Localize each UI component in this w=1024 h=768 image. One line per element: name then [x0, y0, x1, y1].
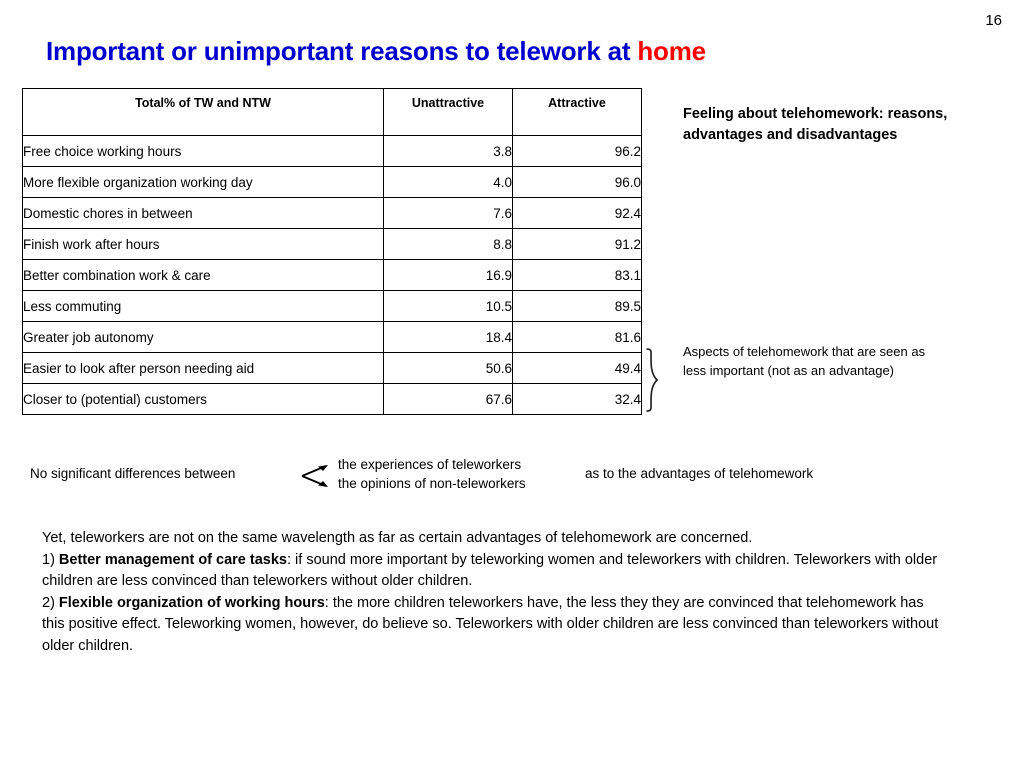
- row-label: Free choice working hours: [23, 136, 384, 167]
- row-unattractive-value: 10.5: [384, 291, 513, 322]
- body-item-1-bold: Better management of care tasks: [58, 551, 287, 568]
- body-item-2-bold: Flexible organization of working hours: [58, 594, 325, 611]
- table-row: [23, 229, 642, 260]
- table-header-row: [23, 89, 642, 136]
- table-row: [23, 384, 642, 415]
- row-unattractive-value: 16.9: [384, 260, 513, 291]
- column-header-label: Total% of TW and NTW: [23, 89, 384, 136]
- row-label: Less commuting: [23, 291, 384, 322]
- mid-right-text: as to the advantages of telehomework: [585, 466, 814, 481]
- page-title-main: Important or unimportant reasons to telework at: [46, 36, 638, 66]
- body-item-1-number: 1): [42, 551, 59, 568]
- note-feeling-about-telehomework: Feeling about telehomework: reasons, advantages and disadvantages: [683, 106, 948, 143]
- body-item-2: [42, 593, 942, 658]
- row-label: Domestic chores in between: [23, 198, 384, 229]
- table-row: [23, 136, 642, 167]
- fork-arrow-icon: [300, 462, 336, 490]
- row-label: Closer to (potential) customers: [23, 384, 384, 415]
- row-label: Better combination work & care: [23, 260, 384, 291]
- row-attractive-value: 83.1: [513, 260, 642, 291]
- table-row: [23, 260, 642, 291]
- table-row: [23, 291, 642, 322]
- table-row: [23, 167, 642, 198]
- row-unattractive-value: 7.6: [384, 198, 513, 229]
- row-unattractive-value: 67.6: [384, 384, 513, 415]
- table-row: [23, 353, 642, 384]
- row-attractive-value: 92.4: [513, 198, 642, 229]
- row-unattractive-value: 18.4: [384, 322, 513, 353]
- table-header: [23, 89, 642, 136]
- row-attractive-value: 32.4: [513, 384, 642, 415]
- column-header-attractive: Attractive: [513, 89, 642, 136]
- row-label: Greater job autonomy: [23, 322, 384, 353]
- row-unattractive-value: 8.8: [384, 229, 513, 260]
- body-item-2-number: 2): [42, 594, 59, 611]
- row-attractive-value: 89.5: [513, 291, 642, 322]
- body-item-1-rest: : if sound more important by teleworking women and teleworkers with children. Teleworkers with older children are less convinced than teleworkers without older children.: [42, 551, 938, 589]
- row-unattractive-value: 4.0: [384, 167, 513, 198]
- row-attractive-value: 96.2: [513, 136, 642, 167]
- row-attractive-value: 91.2: [513, 229, 642, 260]
- row-unattractive-value: 50.6: [384, 353, 513, 384]
- page-title: [46, 36, 976, 67]
- note-less-important-aspects: Aspects of telehomework that are seen as less important (not as an advantage): [683, 344, 926, 378]
- column-header-unattractive: Unattractive: [384, 89, 513, 136]
- row-label: Easier to look after person needing aid: [23, 353, 384, 384]
- table-body: [23, 136, 642, 415]
- mid-branch-top: the experiences of teleworkers: [338, 457, 522, 472]
- row-attractive-value: 81.6: [513, 322, 642, 353]
- row-label: More flexible organization working day: [23, 167, 384, 198]
- curly-brace-icon: [645, 348, 663, 412]
- body-item-1: [42, 550, 942, 593]
- reasons-table: [22, 88, 642, 415]
- row-attractive-value: 96.0: [513, 167, 642, 198]
- mid-branch-texts: [338, 455, 526, 493]
- page-number: 16: [985, 12, 1002, 29]
- mid-left-text: No significant differences between: [30, 466, 236, 481]
- table-row: [23, 198, 642, 229]
- page-title-accent: home: [637, 36, 706, 66]
- body-item-2-rest: : the more children teleworkers have, the less they they are convinced that telehomework has this positive effect. Teleworking women, however, do believe so. Teleworkers with older children are less convinced than teleworkers without older children.: [42, 594, 939, 654]
- row-unattractive-value: 3.8: [384, 136, 513, 167]
- body-intro: Yet, teleworkers are not on the same wavelength as far as certain advantages of telehomework are concerned.: [42, 530, 753, 546]
- row-label: Finish work after hours: [23, 229, 384, 260]
- row-attractive-value: 49.4: [513, 353, 642, 384]
- mid-branch-bottom: the opinions of non-teleworkers: [338, 476, 526, 491]
- no-significant-differences-row: [30, 452, 990, 498]
- body-copy: [42, 528, 942, 657]
- table-row: [23, 322, 642, 353]
